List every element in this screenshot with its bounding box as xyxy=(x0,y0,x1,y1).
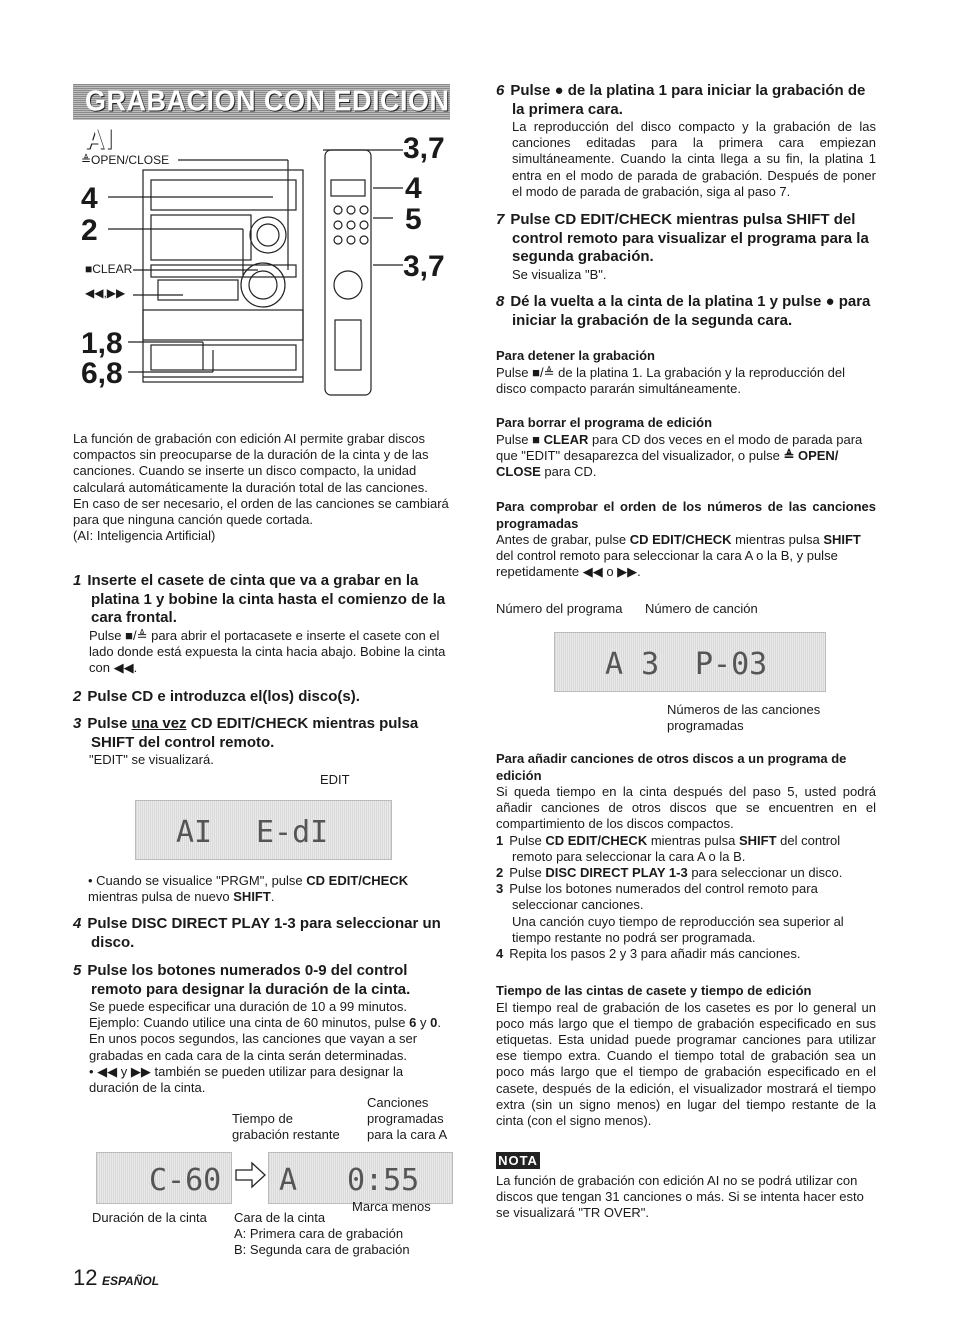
fig-marca-label: Marca menos xyxy=(352,1199,431,1214)
lcd-display-edit: AI E-dI xyxy=(135,800,392,860)
lcd-display-tape-length: C-60 xyxy=(96,1152,232,1204)
step-1: 1 Inserte el casete de cinta que va a grabar en la platina 1 y bobine la cinta hasta el comienzo de la cara frontal. Pulse ■/≜ para abrir el portacasete e inserte el casete con el lado donde está expuesta la cinta hacia abajo. Bobine la cinta con ◀◀. xyxy=(73,572,446,675)
prgm-note: • Cuando se visualice "PRGM", pulse CD EDIT/CHECK mientras pulsa de nuevo SHIFT. xyxy=(88,873,409,905)
device-figure xyxy=(73,130,463,405)
callout-6-8: 6,8 xyxy=(81,357,123,390)
callout-2: 2 xyxy=(81,214,98,247)
fig-nums-label: Números de las canciones programadas xyxy=(667,702,821,734)
add-section: Para añadir canciones de otros discos a un programa de edición Si queda tiempo en la cinta después del paso 5, usted podrá añadir canciones de otros discos que se encuentren en el compartimiento de los discos compactos. 1 Pulse CD EDIT/CHECK mientras pulsa SHIFT del control remoto para seleccionar la cara A o la B. 2 Pulse DISC DIRECT PLAY 1-3 para seleccionar un disco. 3 Pulse los botones numerados del control remoto para seleccionar canciones. Una canción cuyo tiempo de reproducción sea superior al tiempo restante no podrá ser programada. 4 Repita los pasos 2 y 3 para añadir más canciones. xyxy=(496,751,876,962)
lcd-display-program: A 3 P-03 xyxy=(554,632,826,692)
fig-tiempo-label: Tiempo de grabación restante xyxy=(232,1111,340,1143)
fig-cara-label: Cara de la cinta xyxy=(234,1210,326,1225)
fig-prog-label: Número del programa xyxy=(496,601,623,616)
fig-duracion-label: Duración de la cinta xyxy=(92,1210,207,1225)
step-4: 4 Pulse DISC DIRECT PLAY 1-3 para seleccionar un disco. xyxy=(73,915,441,951)
fig-a-label: A: Primera cara de grabación xyxy=(234,1226,404,1241)
clear-label: ■CLEAR xyxy=(85,262,133,276)
page-title: GRABACION CON EDICION AI xyxy=(73,84,450,120)
arrow-right-icon xyxy=(234,1160,268,1190)
nota-body: La función de grabación con edición AI no se podrá utilizar con discos que tengan 31 canciones o más. Si se intenta hacer esto se visualizará "TR OVER". xyxy=(496,1173,864,1221)
callout-1-8: 1,8 xyxy=(81,327,123,360)
check-section: Para comprobar el orden de los números de las canciones programadas Antes de grabar, pulse CD EDIT/CHECK mientras pulsa SHIFT del control remoto para seleccionar la cara A o la B, y pulse repetidamente ◀◀ o ▶▶. xyxy=(496,499,876,580)
step-2: 2 Pulse CD e introduzca el(los) disco(s). xyxy=(73,688,360,705)
page-number: 12 ESPAÑOL xyxy=(73,1265,160,1290)
intro-paragraph: La función de grabación con edición AI permite grabar discos compactos sin preocuparse de la duración de la cinta y de las canciones. Cuando se inserte un disco compacto, la unidad calculará automáticamente la duración total de las canciones. En caso de ser necesario, el orden de las canciones se cambiará para que ninguna canción quede cortada. (AI: Inteligencia Artificial) xyxy=(73,431,449,544)
fig-b-label: B: Segunda cara de grabación xyxy=(234,1242,410,1257)
callout-5: 5 xyxy=(405,203,422,236)
erase-section: Para borrar el programa de edición Pulse ■ CLEAR para CD dos veces en el modo de parada para que "EDIT" desaparezca del visualizador, o pulse ≜ OPEN/ CLOSE para CD. xyxy=(496,415,863,479)
fig-cancion-label: Número de canción xyxy=(645,601,758,616)
edit-label: EDIT xyxy=(320,772,350,787)
callout-3-7-bottom: 3,7 xyxy=(403,250,445,283)
callout-4-right: 4 xyxy=(405,172,422,205)
step-6: 6 Pulse ● de la platina 1 para iniciar la grabación de la primera cara. La reproducción del disco compacto y la grabación de las canciones editadas para la primera cara empiezan simultáneamente. Cuando la cinta llega a su fin, la platina 1 entra en el modo de parada de grabación. Después de poner el modo de parada de grabación, siga al paso 7. xyxy=(496,82,876,199)
nota-badge: NOTA xyxy=(496,1152,540,1169)
time-section: Tiempo de las cintas de casete y tiempo de edición El tiempo real de grabación de los casetes es por lo general un poco más largo que el tiempo de grabación especificado en sus etiquetas. Esta unidad puede programar canciones para utilizar ese tiempo extra. Cuando el tiempo total de grabación sea un poco más largo que el tiempo de grabación especificado en el casete, después de la edición, el visualizador mostrará el tiempo extra (sin un signo menos) en lugar del tiempo restante de la cinta (con el signo menos). xyxy=(496,983,876,1128)
rew-ff-label: ◀◀,▶▶ xyxy=(85,286,126,300)
callout-3-7-top: 3,7 xyxy=(403,132,445,165)
step-5: 5 Pulse los botones numerados 0-9 del control remoto para designar la duración de la cinta. Se puede especificar una duración de 10 a 99 minutos. Ejemplo: Cuando utilice una cinta de 60 minutos, pulse 6 y 0. En unos pocos segundos, las canciones que vayan a ser grabadas en cada cara de la cinta serán determinadas. • ◀◀ y ▶▶ también se pueden utilizar para designar la duración de la cinta. xyxy=(73,962,441,1096)
open-close-label: ≜OPEN/CLOSE xyxy=(81,153,170,167)
step-7: 7 Pulse CD EDIT/CHECK mientras pulsa SHIFT del control remoto para visualizar el programa para la segunda grabación. Se visualiza "B". xyxy=(496,211,869,282)
fig-canciones-label: Canciones programadas para la cara A xyxy=(367,1095,448,1143)
step-8: 8 Dé la vuelta a la cinta de la platina 1 y pulse ● para iniciar la grabación de la segunda cara. xyxy=(496,293,871,329)
lcd-display-remaining: A 0:55 xyxy=(268,1152,453,1204)
callout-4-left: 4 xyxy=(81,182,98,215)
step-3: 3 Pulse una vez CD EDIT/CHECK mientras pulsa SHIFT del control remoto. "EDIT" se visualizará. xyxy=(73,715,419,767)
stop-section: Para detener la grabación Pulse ■/≜ de la platina 1. La grabación y la reproducción del disco compacto pararán simultáneamente. xyxy=(496,348,846,396)
